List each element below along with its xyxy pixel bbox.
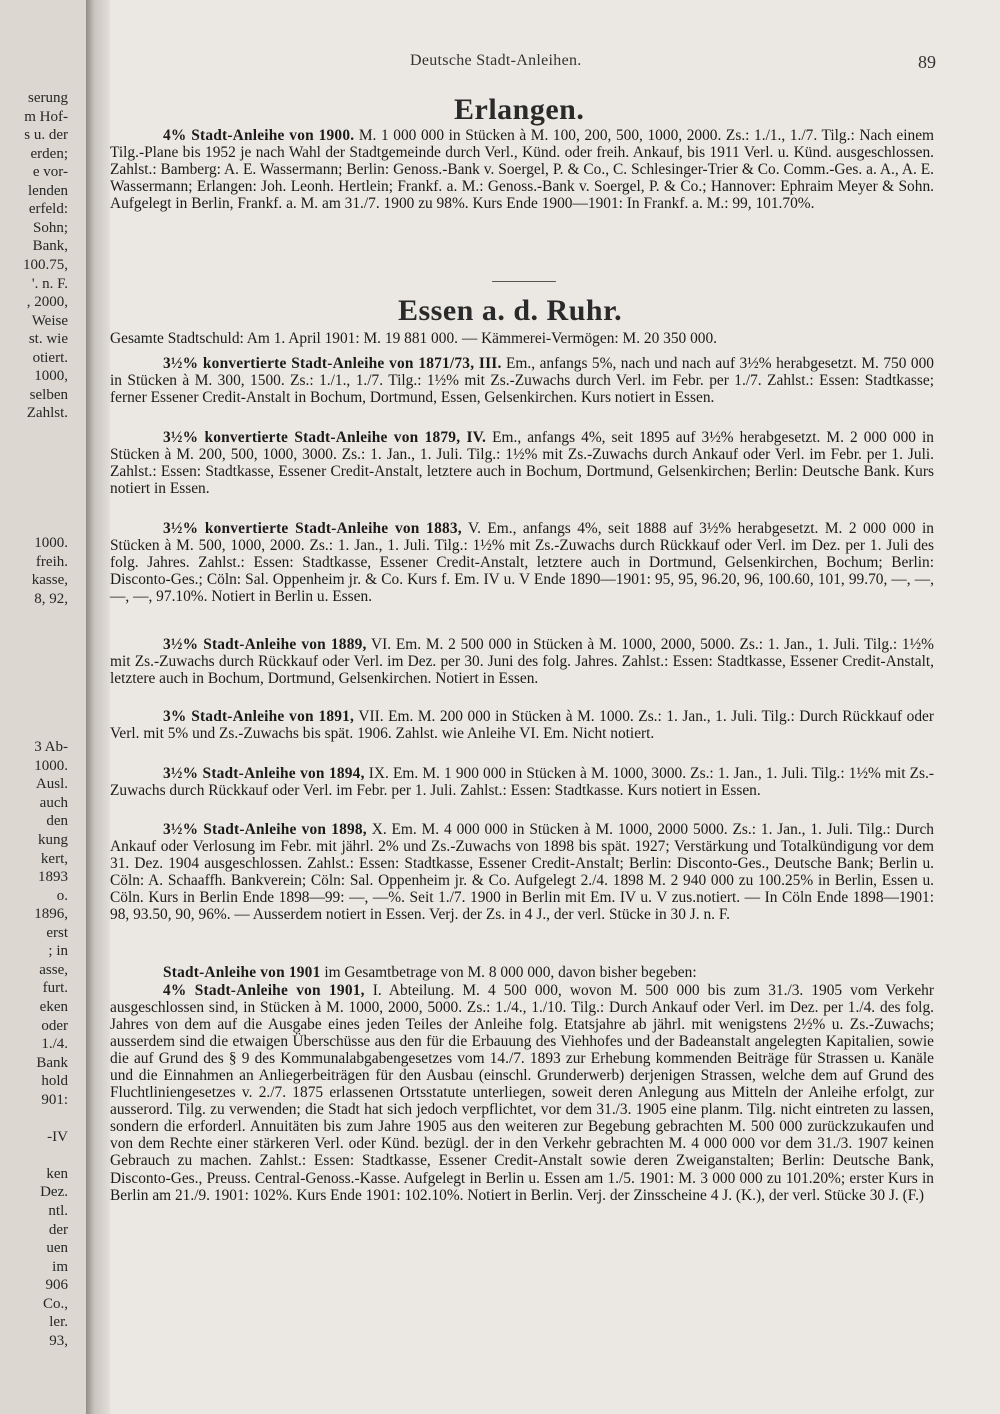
paragraph-essen-1901-total [110,964,934,981]
left-page-line: Dez. [40,1184,68,1201]
left-page-line: selben [29,386,68,403]
bond-title: 3½% Stadt-Anleihe von 1894, [163,765,365,782]
running-head: Deutsche Stadt-Anleihen. [410,52,582,69]
bond-text: Em., anfangs 5%, nach und nach auf 3½% herabgesetzt. M. 750 000 in Stücken à M. 300, 1500. Zs.: 1./1., 1./7. Tilg.: 1½% mit Zs.-Zuwachs durch Verl. im Febr. per 1./7. Zahlst.: Essen: Stadtkasse; ferner Essener Credit-Anstalt in Bochum, Dortmund, Essen, Gelsenkirchen. Kurs notiert in Essen. [110,355,935,407]
left-page-line: freih. [35,553,68,570]
left-page-line: eken [39,998,68,1015]
left-page-line: serung [28,90,68,106]
paragraph-essen-ix [110,765,934,799]
left-page-line: ken [46,1165,68,1182]
left-page-line: 100.75, [23,256,68,273]
left-page-line: 1./4. [41,1036,68,1053]
left-page-line: uen [46,1240,68,1257]
left-page-line: kung [38,832,68,848]
left-page-line: s u. der [24,127,68,144]
bond-text: M. 1 000 000 in Stücken à M. 100, 200, 500, 1000, 2000. Zs.: 1./1., 1./7. Tilg.: Nach einem Tilg.-Plane bis 1952 je nach Wahl der Stadtgemeinde durch Verl., Künd. oder freih. Ankauf, bis 1911 Verl. u. Künd. ausgeschlossen. Zahlst.: Bamberg: A. E. Wassermann; Berlin: Genoss.-Bank v. Soergel, P. & Co., C. Schlesinger-Trier & Co. Comm.-Ges. a. A., A. E. Wassermann; Erlangen: Joh. Leonh. Hertlein; Frankf. a. M.: Genoss.-Bank v. Soergel, P. & Co.; Hannover: Ephraim Meyer & Sohn. Aufgelegt in Berlin, Frankf. a. M. am 31./7. 1900 zu 98%. Kurs Ende 1900—1901: In Frankf. a. M.: 99, 101.70%. [110,127,934,213]
paragraph-essen-1901-i [110,982,934,1204]
bond-title: 3½% konvertierte Stadt-Anleihe von 1879, IV. [163,429,487,446]
left-page-line: -IV [47,1128,68,1145]
left-page-line: Bank [36,1054,68,1071]
left-page-line: 1896, [34,906,68,923]
left-page-line: ler. [49,1314,68,1331]
left-page-line: e vor- [32,164,68,181]
left-page-line: 906 [45,1277,68,1294]
left-page-line: erfeld: [28,201,68,218]
left-page-line: im [52,1258,68,1275]
paragraph-essen-iii [110,355,934,406]
left-page-line: Co., [42,1295,68,1312]
left-page-line: oder [41,1017,68,1034]
left-page-line: , 2000, [26,294,68,311]
left-page-line: 3 Ab- [34,739,68,756]
left-page-line: Bank, [32,238,68,255]
paragraph-essen-iv [110,429,934,497]
left-page-line: furt. [42,980,68,997]
bond-text: Em., anfangs 4%, seit 1895 auf 3½% herabgesetzt. M. 2 000 000 in Stücken à M. 200, 500, 1000, 3000. Zs.: 1. Jan., 1. Juli. Tilg.: 1½% mit Zs.-Zuwachs durch Ankauf oder Verl. im Febr. per 1. Juli. Zahlst.: Essen: Stadtkasse, Essener Credit-Anstalt, letztere auch in Bochum, Dortmund, Gelsenkirchen; Berlin: Deutsche Bank. Kurs notiert in Essen. [110,429,934,498]
left-page-line: 93, [49,1332,68,1349]
bond-text: V. Em., anfangs 4%, seit 1888 auf 3½% herabgesetzt. M. 2 000 000 in Stücken à M. 500, 1000, 2000. Zs.: 1. Jan., 1. Juli. Tilg.: 1½% mit Zs.-Zuwachs durch Rückkauf oder Verl. im Dez. per 1. Juli des folg. Jahres. Zahlst.: Essen: Stadtkasse, Essener Credit-Anstalt, letztere auch in Dortmund, Gelsenkirchen, Bochum; Berlin: Disconto-Ges.; Cöln: Sal. Oppenheim jr. & Co. Kurs f. Em. IV u. V Ende 1890—1901: 95, 95, 96.20, 96, 100.60, 101, 99.70, —, —, —, —, 97.10%. Notiert in Berlin u. Essen. [110,520,934,606]
left-page-line: o. [56,887,68,904]
paragraph-essen-v [110,520,934,605]
bond-title: 4% Stadt-Anleihe von 1900. [163,127,355,144]
left-page-line: 1000. [34,535,68,552]
left-page-line: otiert. [32,349,68,366]
left-page-line: erst [46,924,68,941]
section-title-erlangen: Erlangen. [454,93,585,126]
left-page-line: kert, [40,850,68,867]
left-page-line: erden; [30,145,68,162]
left-page-line: 1000. [34,757,68,774]
paragraph-essen-x [110,821,934,923]
bond-title: 3½% Stadt-Anleihe von 1889, [163,636,367,653]
left-page-line: Ausl. [35,776,68,793]
bond-text: IX. Em. M. 1 900 000 in Stücken à M. 1000, 3000. Zs.: 1. Jan., 1. Juli. Tilg.: 1½% mit Zs.-Zuwachs durch Rückkauf oder Verl. im Febr. per 1. Juli. Zahlst.: Essen: Stadtkasse. Kurs notiert in Essen. [110,765,934,800]
left-page-line: Weise [31,312,68,329]
left-page-line: hold [41,1073,68,1090]
paragraph-essen-vi [110,636,934,687]
left-page-line: Sohn; [32,219,68,236]
left-page-line: m Hof- [24,108,68,125]
book-gutter [86,0,110,1414]
left-page-line: ; in [48,943,68,960]
bond-title: 3½% konvertierte Stadt-Anleihe von 1871/73, III. [163,355,502,372]
section-title-essen: Essen a. d. Ruhr. [398,294,623,327]
bond-title: 3% Stadt-Anleihe von 1891, [163,708,355,725]
left-page-line: 1893 [38,869,68,886]
left-page-line: 901: [41,1091,68,1108]
essen-total-debt: Gesamte Stadtschuld: Am 1. April 1901: M. 19 881 000. — Kämmerei-Vermögen: M. 20 350 000. [110,330,718,347]
bond-title: 4% Stadt-Anleihe von 1901, [163,982,365,999]
main-page [110,0,1000,1414]
bond-text: VI. Em. M. 2 500 000 in Stücken à M. 1000, 2000, 5000. Zs.: 1. Jan., 1. Juli. Tilg.: 1½% mit Zs.-Zuwachs durch Rückkauf oder Verl. im Dez. per 30. Juni des folg. Jahres. Zahlst.: Essen: Stadtkasse, Essener Credit-Anstalt, letztere auch in Bochum, Dortmund, Gelsenkirchen. Notiert in Essen. [110,636,934,688]
paragraph-erlangen-1900 [110,127,934,212]
section-divider [492,281,556,282]
left-page-line: st. wie [28,331,68,348]
bond-text: X. Em. M. 4 000 000 in Stücken à M. 1000, 2000 5000. Zs.: 1. Jan., 1. Juli. Tilg.: Durch Ankauf oder Verlosung im Febr. mit jährl. 2% und Zs.-Zuwachs von 1898 bis spät. 1927; Verstärkung und Totalkündigung vor dem 31. Dez. 1904 ausgeschlossen. Zahlst.: Essen: Stadtkasse, Essener Credit-Anstalt; Berlin: Disconto-Ges., Deutsche Bank; Berlin u. Cöln: A. Schaaffh. Bankverein; Cöln: Sal. Oppenheim jr. & Co. Aufgelegt 2./4. 1898 M. 2 940 000 zu 100.25% in Berlin, Essen u. Cöln. Kurs in Berlin Ende 1898—99: —, —%. Seit 1./7. 1900 in Berlin mit Em. IV u. V zus.notiert. — In Cöln Ende 1898—1901: 98, 93.50, 90, 96%. — Ausserdem notiert in Essen. Verj. der Zs. in 4 J., der verl. Stücke in 30 J. n. F. [110,821,934,924]
left-page-fragment [0,0,86,1414]
left-page-line: 1000, [34,368,68,385]
bond-title: 3½% Stadt-Anleihe von 1898, [163,821,367,838]
left-page-line: ntl. [48,1203,68,1219]
left-page-line: lenden [28,182,68,199]
left-page-line: kasse, [31,572,68,589]
bond-title: Stadt-Anleihe von 1901 [163,964,321,981]
left-page-line: '. n. F. [31,275,68,292]
bond-text: im Gesamtbetrage von M. 8 000 000, davon bisher begeben: [320,964,697,981]
paragraph-essen-vii [110,708,934,742]
bond-text: I. Abteilung. M. 4 500 000, wovon M. 500 000 bis zum 31./3. 1905 vom Verkehr ausgeschlossen sind, in Stücken à M. 1000, 2000, 5000. Zs.: 1./4., 1./10. Tilg.: Durch Ankauf oder Verl. im Dez. per 1./4. des folg. Jahres von dem auf die Ausgabe eines jeden Teiles der Anleihe folg. Etatsjahre ab jährl. mit wenigstens 2½% u. Zs.-Zuwachs; ausserdem sind die etwaigen Überschüsse aus den für die Erbauung des Viehhofes und der Badeanstalt angelegten Kapitalien, sowie die auf Grund des § 9 des Kommunalabgabengesetzes vom 14./7. 1893 zur Erhebung kommenden Beiträge für Strassen u. Kanäle und die Einnahmen an Anliegerbeiträgen für den Ausbau (einschl. Grunderwerb) derjenigen Strassen, welche dem auf Grund des Fluchtliniengesetzes v. 2./7. 1875 erlassenen Ortsstatute unterliegen, soweit deren Anlegung aus Mitteln der Anleihe erfolgt, zur ausserord. Tilg. zu verwenden; die Stadt hat sich jedoch verpflichtet, vor dem 31./3. 1905 eine planm. Tilg. nicht eintreten zu lassen, sondern die erforderl. Annuitäten bis zum Jahre 1905 aus den weiteren zur Begebung gebrachten M. 500 000 zurückzukaufen und von dem Rechte einer stärkeren Verl. oder Künd. bezügl. der in den Verkehr gebrachten M. 4 000 000 vor dem 31./3. 1907 keinen Gebrauch zu machen. Zahlst.: Essen: Stadtkasse, Essener Credit-Anstalt sowie deren Zweiganstalten; Berlin: Deutsche Bank, Disconto-Ges., Preuss. Central-Genoss.-Kasse. Aufgelegt in Berlin u. Essen am 1./5. 1901: M. 3 000 000 zu 101.20%; erster Kurs in Berlin am 21./9. 1901: 102%. Kurs Ende 1901: 102.10%. Notiert in Berlin. Verj. der Zinsscheine 4 J. (K.), der verl. Stücke 30 J. (F.) [110,982,935,1204]
left-page-line: der [48,1221,68,1238]
left-page-line: auch [39,794,68,811]
left-page-line: Zahlst. [26,405,68,422]
bond-title: 3½% konvertierte Stadt-Anleihe von 1883, [163,520,462,537]
bond-text: VII. Em. M. 200 000 in Stücken à M. 1000. Zs.: 1. Jan., 1. Juli. Tilg.: Durch Rückkauf oder Verl. mit 5% und Zs.-Zuwachs bis spät. 1906. Zahlst. wie Anleihe VI. Em. Nicht notiert. [110,708,934,743]
left-page-line: den [46,813,68,830]
page-number: 89 [918,52,936,72]
left-page-line: 8, 92, [34,590,68,607]
left-page-line: asse, [39,961,68,978]
